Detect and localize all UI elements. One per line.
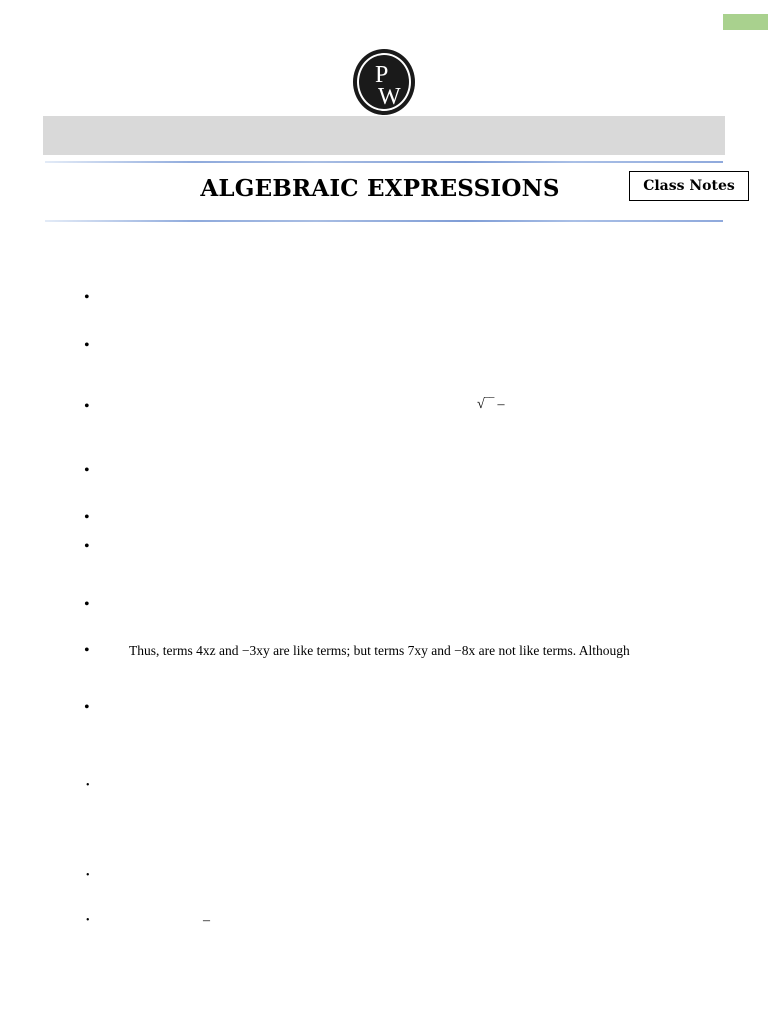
dash-fragment: – (203, 913, 210, 928)
header-band (43, 116, 725, 155)
bullet-icon: • (86, 780, 90, 791)
title-rule-top (45, 161, 723, 163)
bullet-icon: • (84, 699, 90, 716)
title-rule-bottom (45, 220, 723, 222)
bullet-icon: • (84, 642, 90, 659)
like-terms-line: Thus, terms 4xz and −3xy are like terms; but terms 7xy and −8x are not like terms. Although (129, 643, 630, 658)
bullet-icon: • (84, 538, 90, 555)
bullet-icon: • (84, 398, 90, 415)
logo-letter-w: W (378, 84, 401, 110)
bullet-icon: • (84, 462, 90, 479)
bullet-icon: • (84, 596, 90, 613)
bullet-icon: • (84, 289, 90, 306)
corner-tab (723, 14, 768, 30)
class-notes-badge: Class Notes (629, 171, 749, 201)
bullet-icon: • (84, 509, 90, 526)
logo-letter-p: P (375, 62, 389, 88)
pw-logo-icon (352, 48, 416, 116)
sqrt-fragment: √‾‾ – (477, 397, 505, 412)
bullet-icon: • (84, 337, 90, 354)
bullet-icon: • (86, 870, 90, 881)
bullet-icon: • (86, 915, 90, 926)
page-title: ALGEBRAIC EXPRESSIONS (200, 175, 560, 202)
